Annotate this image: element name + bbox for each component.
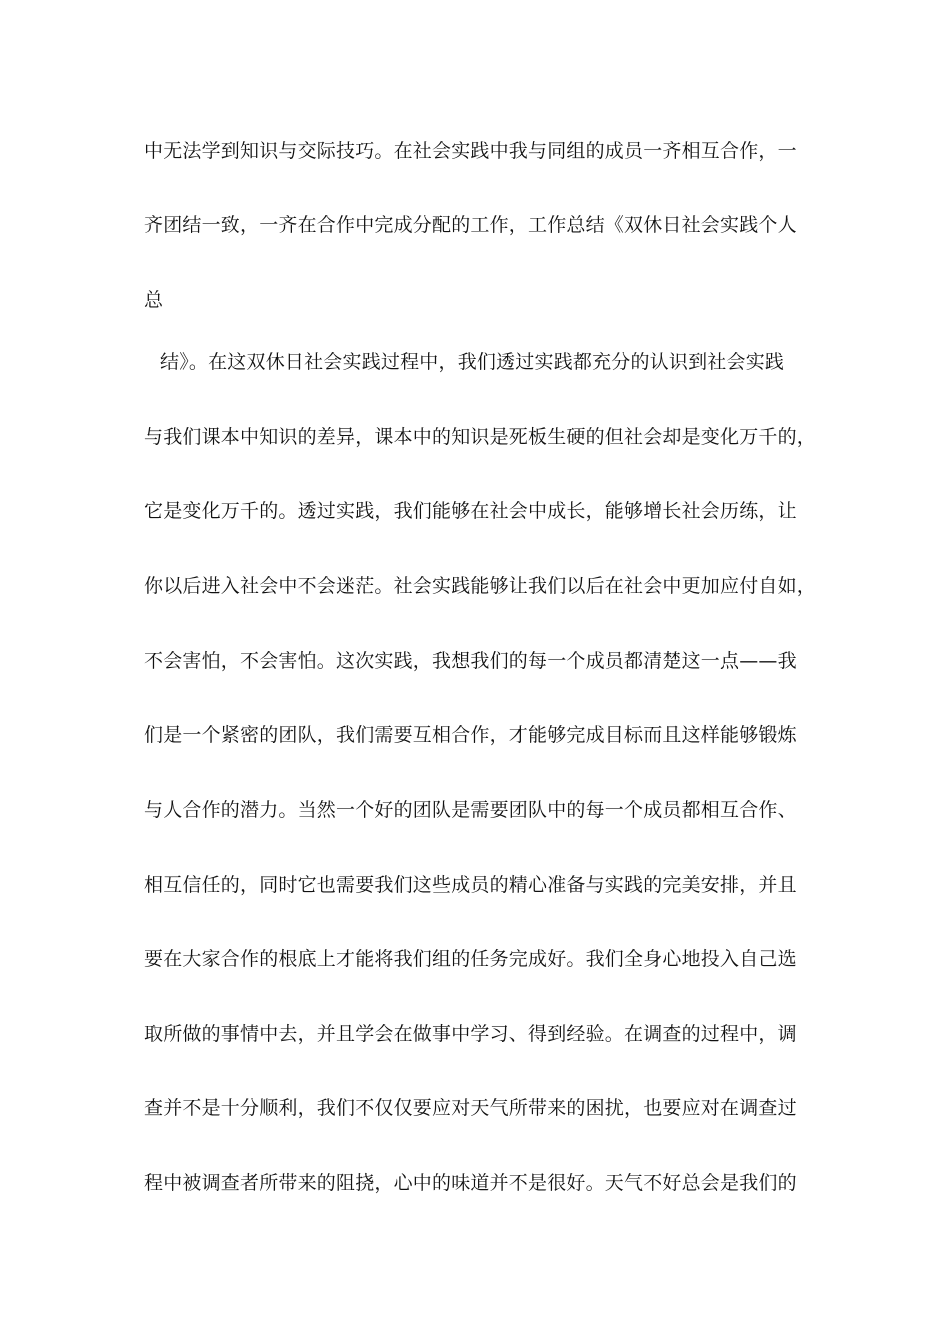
body-text-line: 相互信任的，同时它也需要我们这些成员的精心准备与实践的完美安排，并且 bbox=[144, 874, 797, 896]
body-text-line: 你以后进入社会中不会迷茫。社会实践能够让我们以后在社会中更加应付自如， bbox=[144, 575, 817, 597]
body-text-line: 不会害怕，不会害怕。这次实践，我想我们的每一个成员都清楚这一点——我 bbox=[144, 650, 797, 672]
body-text-line: 查并不是十分顺利，我们不仅仅要应对天气所带来的困扰，也要应对在调查过 bbox=[144, 1097, 797, 1119]
body-text-line: 们是一个紧密的团队，我们需要互相合作，才能够完成目标而且这样能够锻炼 bbox=[144, 724, 797, 746]
body-text-line: 要在大家合作的根底上才能将我们组的任务完成好。我们全身心地投入自己选 bbox=[144, 948, 797, 970]
body-text-line: 与我们课本中知识的差异，课本中的知识是死板生硬的但社会却是变化万千的， bbox=[144, 426, 817, 448]
body-text-line: 齐团结一致，一齐在合作中完成分配的工作，工作总结《双休日社会实践个人 bbox=[144, 214, 797, 236]
body-text-line: 总 bbox=[144, 289, 164, 311]
body-text-line: 与人合作的潜力。当然一个好的团队是需要团队中的每一个成员都相互合作、 bbox=[144, 799, 797, 821]
body-text-line: 中无法学到知识与交际技巧。在社会实践中我与同组的成员一齐相互合作，一 bbox=[144, 140, 797, 162]
body-text-line: 程中被调查者所带来的阻挠，心中的味道并不是很好。天气不好总会是我们的 bbox=[144, 1172, 797, 1194]
body-text-line: 取所做的事情中去，并且学会在做事中学习、得到经验。在调查的过程中，调 bbox=[144, 1023, 797, 1045]
body-text-line: 结》。在这双休日社会实践过程中，我们透过实践都充分的认识到社会实践 bbox=[160, 351, 785, 373]
body-text-line: 它是变化万千的。透过实践，我们能够在社会中成长，能够增长社会历练，让 bbox=[144, 500, 797, 522]
